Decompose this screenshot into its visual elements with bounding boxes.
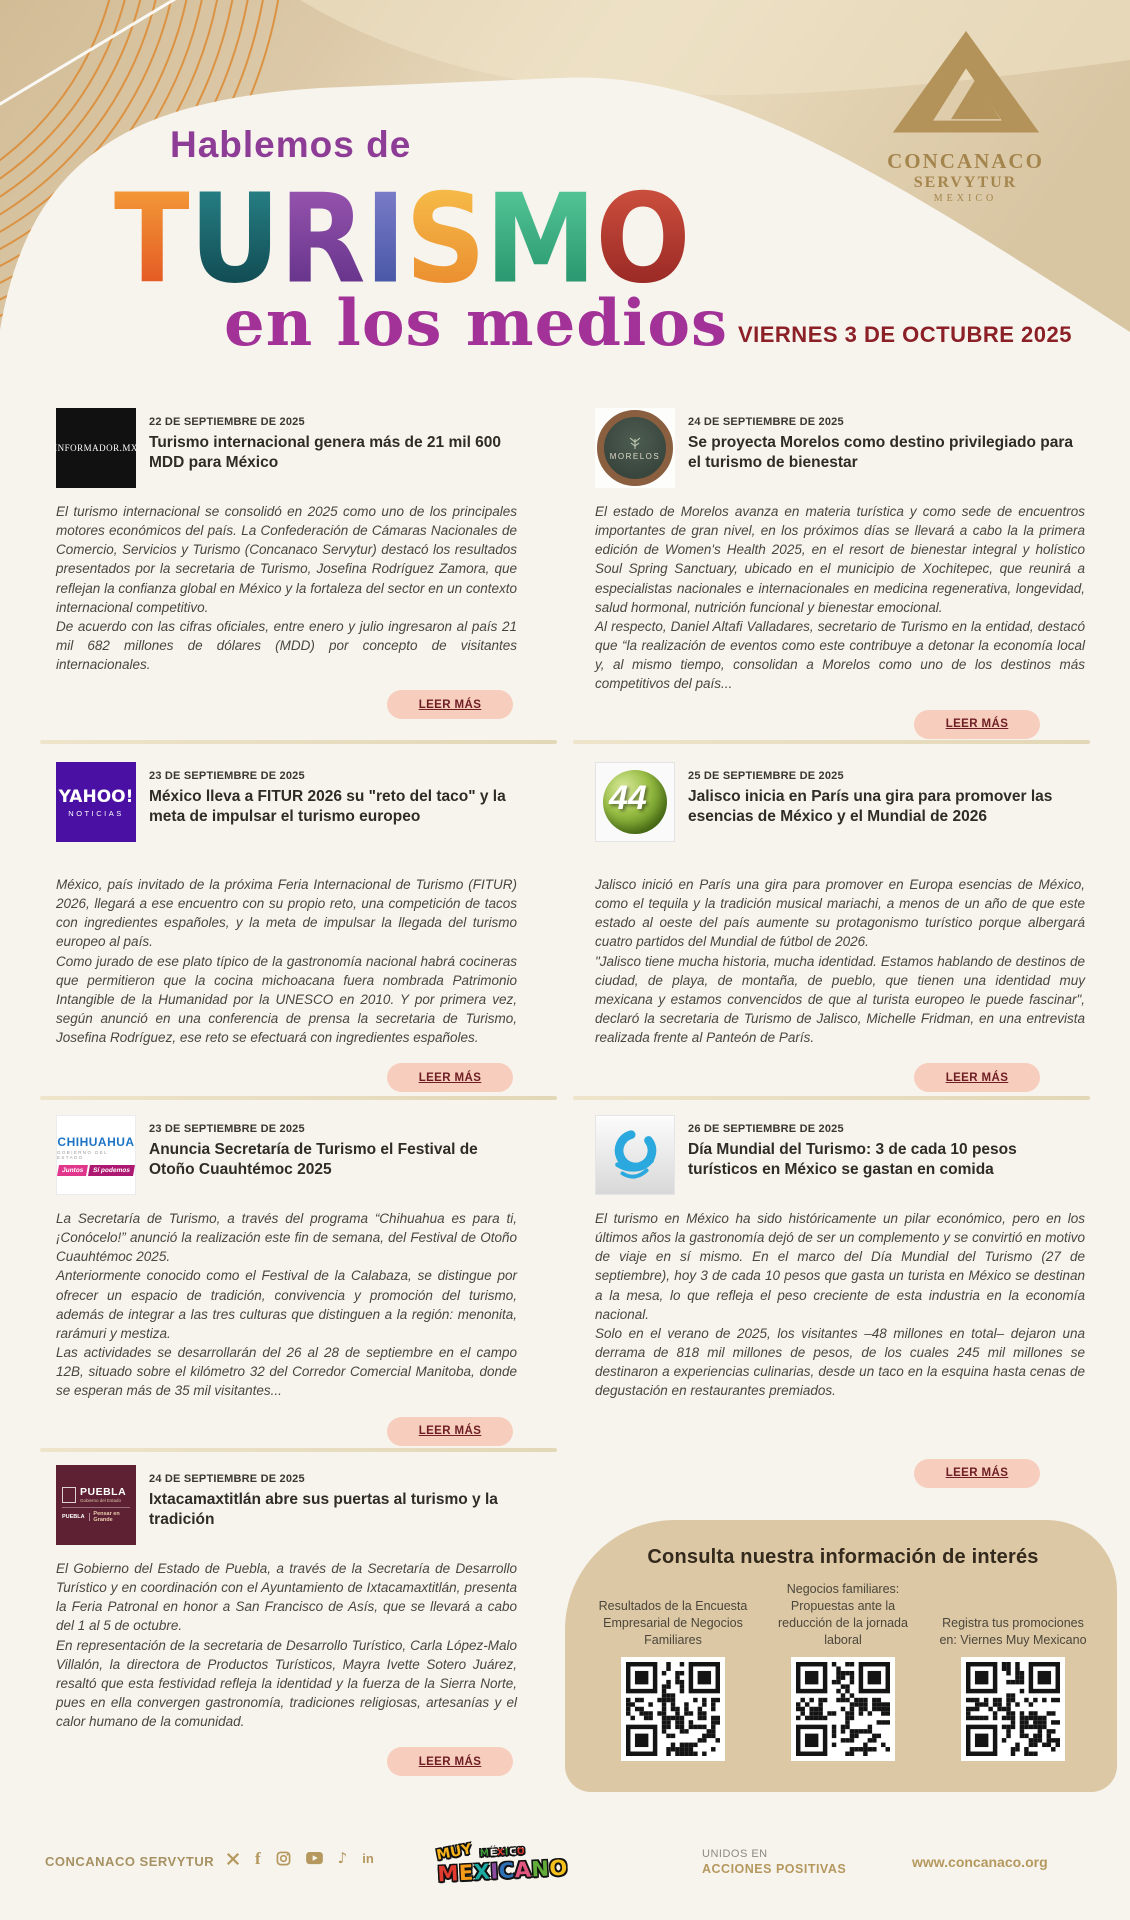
row-divider: [40, 740, 557, 744]
read-more-button[interactable]: LEER MÁS: [387, 1063, 513, 1092]
chihuahua-logo-text: CHIHUAHUA: [57, 1134, 135, 1149]
article-date: 23 DE SEPTIEMBRE DE 2025: [149, 1123, 305, 1135]
info-item-label: Negocios familiares: Propuestas ante la reducción de la jornada laboral: [778, 1582, 908, 1647]
facebook-icon[interactable]: f: [255, 1849, 261, 1868]
article-title: Turismo internacional genera más de 21 mil 600 MDD para México: [149, 434, 502, 471]
article-paragraph: La Secretaría de Turismo, a través del programa “Chihuahua es para ti, ¡Conócelo!” anunció la realización este fin de semana, del Festival de Otoño Cuauhtémoc 2025.: [56, 1211, 517, 1265]
header-title-turismo: TURISMO: [114, 168, 690, 312]
brand-line3: MEXICO: [933, 193, 998, 204]
article-morelos: [573, 408, 1090, 739]
read-more-button[interactable]: LEER MÁS: [914, 1063, 1040, 1092]
chihuahua-logo-subtext: GOBIERNO DEL ESTADO: [57, 1149, 108, 1160]
yahoo-logo-subtext: NOTICIAS: [68, 808, 124, 818]
concanaco-triangle-icon: [891, 28, 1041, 140]
info-item-encuesta: [595, 1581, 751, 1761]
morelos-badge-icon: [597, 410, 673, 486]
article-paragraph: Anteriormente conocido como el Festival de la Calabaza, se distingue por ofrecer un espacio de tradición, convivencia y promoción del turismo, además de integrar a las tres culturas que distinguen a la región: menonita, rarámuri y mestiza.: [56, 1268, 517, 1341]
article-body: [56, 1209, 517, 1401]
row-divider: [573, 740, 1090, 744]
article-body: [56, 502, 517, 674]
article-paragraph: El turismo en México ha sido históricamente un pilar económico, pero en los últimos años la gastronomía dejó de ser un complemento y se convirtió en motivo de viaje en sí mismo. En el marco del Día Mundial del Turismo (27 de septiembre), hoy 3 de cada 10 pesos que gasta un turista en México se destinan a la mesa, lo que refleja el peso creciente de esta industria en la economía nacional.: [595, 1211, 1085, 1322]
tagline-line1: UNIDOS EN: [702, 1848, 768, 1860]
puebla-amor-text: PUEBLA: [62, 1514, 85, 1521]
instagram-icon[interactable]: [276, 1851, 291, 1866]
info-box-title: Consulta nuestra información de interés: [647, 1546, 1039, 1568]
mexicano-text: MEXICANO: [436, 1855, 569, 1887]
article-date: 24 DE SEPTIEMBRE DE 2025: [149, 1473, 305, 1485]
qr-code-negocios: [791, 1657, 895, 1761]
badge-si-podemos: Sí podemos: [88, 1165, 135, 1176]
article-paragraph: Solo en el verano de 2025, los visitantes –48 millones en total– dejaron una derrama de 818 mil millones de pesos, de los cuales 245 mil millones se destinaron a experiencias culinarias, desde un taco en la esquina hasta cenas de degustación en restaurantes premiados.: [595, 1325, 1085, 1399]
article-title: Ixtacamaxtitlán abre sus puertas al turismo y la tradición: [149, 1491, 498, 1528]
qr-code-encuesta: [621, 1657, 725, 1761]
header-subtitle: en los medios: [224, 286, 729, 361]
read-more-button[interactable]: LEER MÁS: [914, 710, 1040, 739]
website-link[interactable]: www.concanaco.org: [912, 1854, 1048, 1870]
article-paragraph: De acuerdo con las cifras oficiales, entre enero y julio ingresaron al país 21 mil 682 millones de dólares (MDD) por concepto de visitantes internacionales.: [56, 618, 517, 673]
informador-logo-text: INFORMADOR.MX: [54, 443, 138, 453]
chihuahua-badges: [58, 1165, 134, 1176]
informador-logo: [56, 408, 136, 488]
badge-juntos: Juntos: [57, 1165, 88, 1176]
article-body: [595, 875, 1085, 1047]
muy-text: MUY: [435, 1841, 474, 1864]
info-item-promociones: [935, 1581, 1091, 1761]
article-body: [56, 875, 517, 1047]
concanaco-logo: [858, 28, 1073, 204]
puebla-logo-subtext: Gobierno del Estado: [80, 1498, 122, 1504]
article-paragraph: México, país invitado de la próxima Feria Internacional de Turismo (FITUR) 2026, llegará a ese encuentro con su propio reto, una competición de tacos con ingredientes españoles, y la meta de impulsar la llegada del turismo europeo al país.: [56, 877, 517, 950]
footer: [0, 1838, 1130, 1908]
row-divider: [40, 1448, 557, 1452]
article-paragraph: Jalisco inició en París una gira para promover en Europa esencias de México, como el tequila y la tradición musical mariachi, a menos de un año de que este estado al oeste del país aumente su protagonismo turístico porque albergará cuatro partidos del Mundial de fútbol de 2026.: [595, 877, 1085, 950]
article-paragraph: El turismo internacional se consolidó en 2025 como uno de los principales motores económicos del país. La Confederación de Cámaras Nacionales de Comercio, Servicios y Turismo (Concanaco Servytur) destacó los resultados presentados por la secretaria de Turismo, Josefina Rodríguez Zamora, que reflejan la confianza global en México y la fortaleza del sector en un contexto internacional competitivo.: [56, 504, 517, 615]
article-chihuahua: [40, 1115, 557, 1446]
brand-line2: SERVYTUR: [913, 174, 1018, 191]
header: [0, 0, 1130, 400]
puebla-logo-text: PUEBLA: [80, 1485, 127, 1498]
linkedin-icon[interactable]: in: [362, 1851, 374, 1866]
morelos-logo: [595, 408, 675, 488]
footer-tagline: [702, 1848, 846, 1876]
info-item-negocios: [765, 1581, 921, 1761]
article-paragraph: Las actividades se desarrollarán del 26 al 28 de septiembre en el campo 12B, situado sobre el kilómetro 32 del Corredor Comercial Manitoba, donde se esperan más de 35 mil visitantes...: [56, 1345, 517, 1399]
article-body: [56, 1559, 517, 1731]
info-box: [565, 1520, 1117, 1792]
article-date: 24 DE SEPTIEMBRE DE 2025: [688, 416, 844, 428]
article-paragraph: Como jurado de ese plato típico de la gastronomía nacional habrá cocineras que permitieron que la cocina michoacana fuera nombrada Patrimonio Intangible de la Humanidad por la UNESCO en 2010. Y por primera vez, según anunció en una conferencia de prensa la secretaria de Turismo, Josefina Rodríguez, ese reto se efectuará con ingredientes españoles.: [56, 953, 517, 1046]
article-date: 25 DE SEPTIEMBRE DE 2025: [688, 770, 844, 782]
article-puebla: [40, 1465, 557, 1776]
canal-44-logo: [595, 762, 675, 842]
read-more-button[interactable]: LEER MÁS: [387, 1417, 513, 1446]
article-date: 26 DE SEPTIEMBRE DE 2025: [688, 1123, 844, 1135]
article-title: Día Mundial del Turismo: 3 de cada 10 pesos turísticos en México se gastan en comida: [688, 1141, 1017, 1178]
row-divider: [40, 1096, 557, 1100]
article-body: [595, 502, 1085, 694]
article-dia-mundial: [573, 1115, 1090, 1488]
x-icon[interactable]: [226, 1852, 240, 1866]
read-more-button[interactable]: LEER MÁS: [387, 690, 513, 719]
morelos-logo-text: MORELOS: [609, 451, 661, 461]
article-body: [595, 1209, 1085, 1401]
article-yahoo: [40, 762, 557, 1092]
yahoo-logo-text: YAHOO!: [58, 786, 134, 807]
info-item-label: Registra tus promociones en: Viernes Muy Mexicano: [939, 1615, 1087, 1647]
article-paragraph: "Jalisco tiene mucha historia, mucha identidad. Estamos hablando de destinos de ciudad, de playa, de montaña, de pueblo, que tienen una identidad muy mexicana y estamos convencidos de que al turista europeo le puede fascinar", declaró la secretaria de Turismo de Jalisco, Michelle Fridman, en una entrevista realizada frente al Panteón de París.: [595, 953, 1085, 1046]
header-kicker: Hablemos de: [170, 124, 412, 165]
article-jalisco: [573, 762, 1090, 1092]
article-title: México lleva a FITUR 2026 su "reto del taco" y la meta de impulsar el turismo europeo: [149, 788, 506, 825]
yahoo-noticias-logo: [56, 762, 136, 842]
article-title: Se proyecta Morelos como destino privilegiado para el turismo de bienestar: [688, 434, 1074, 471]
article-paragraph: El Gobierno del Estado de Puebla, a través de la Secretaría de Desarrollo Turístico y en coordinación con el Ayuntamiento de Ixtacamaxtitlán, presenta la Feria Patronal en honor a San Francisco de Asís, que se llevará a cabo del 1 al 5 de octubre.: [56, 1561, 517, 1634]
social-links: [226, 1850, 374, 1867]
canal-44-number: 44: [609, 779, 647, 817]
chihuahua-logo: [56, 1115, 136, 1195]
swirl-globe-logo: [595, 1115, 675, 1195]
article-date: 23 DE SEPTIEMBRE DE 2025: [149, 770, 305, 782]
mexico-text: MÉXICO: [479, 1846, 526, 1860]
article-informador: [40, 408, 557, 719]
puebla-logo: [56, 1465, 136, 1545]
info-item-label: Resultados de la Encuesta Empresarial de Negocios Familiares: [598, 1598, 748, 1647]
read-more-button[interactable]: LEER MÁS: [387, 1747, 513, 1776]
puebla-pensar-text: Pensar en Grande: [93, 1511, 120, 1524]
muy-mexicano-logo: [436, 1839, 568, 1887]
article-title: Anuncia Secretaría de Turismo el Festival de Otoño Cuauhtémoc 2025: [149, 1141, 478, 1178]
puebla-crest-icon: [62, 1487, 76, 1503]
tagline-line2: ACCIONES POSITIVAS: [702, 1862, 847, 1876]
row-divider: [573, 1096, 1090, 1100]
article-title: Jalisco inicia en París una gira para promover las esencias de México y el Mundial de 2026: [688, 788, 1053, 825]
article-paragraph: Al respecto, Daniel Altafi Valladares, secretario de Turismo en la entidad, destacó que “la realización de eventos como este contribuye a detonar la economía local y, al mismo tiempo, consolidan a Morelos como uno de los destinos más competitivos del país...: [595, 618, 1085, 692]
article-paragraph: El estado de Morelos avanza en materia turística y como sede de encuentros importantes de gran nivel, en los próximos días se llevará a cabo la la primera edición de Women's Health 2025, en el resort de bienestar integral y holístico Soul Spring Sanctuary, ubicado en el municipio de Xochitepec, que reunirá a especialistas nacionales e internacionales en medicina regenerativa, longevidad, salud hormonal, nutrición funcional y bienestar emocional.: [595, 504, 1085, 615]
blue-globe-icon: [606, 1126, 664, 1184]
tiktok-icon[interactable]: ♪: [337, 1849, 348, 1867]
edition-date: VIERNES 3 DE OCTUBRE 2025: [737, 322, 1072, 347]
youtube-icon[interactable]: [306, 1852, 323, 1865]
brand-line1: CONCANACO: [887, 149, 1044, 173]
footer-brand: CONCANACO SERVYTUR: [45, 1854, 215, 1869]
read-more-button[interactable]: LEER MÁS: [914, 1459, 1040, 1488]
article-paragraph: En representación de la secretaria de Desarrollo Turístico, Carla López-Malo Villalón, la directora de Productos Turísticos, Mayra Ivette Sotero Juárez, resaltó que esta festividad refleja la identidad y la fuerza de la Sierra Norte, pues en ella convergen gastronomía, tradiciones religiosas, artesanías y el calor humano de la comunidad.: [56, 1637, 517, 1730]
article-date: 22 DE SEPTIEMBRE DE 2025: [149, 416, 305, 428]
qr-code-promociones: [961, 1657, 1065, 1761]
